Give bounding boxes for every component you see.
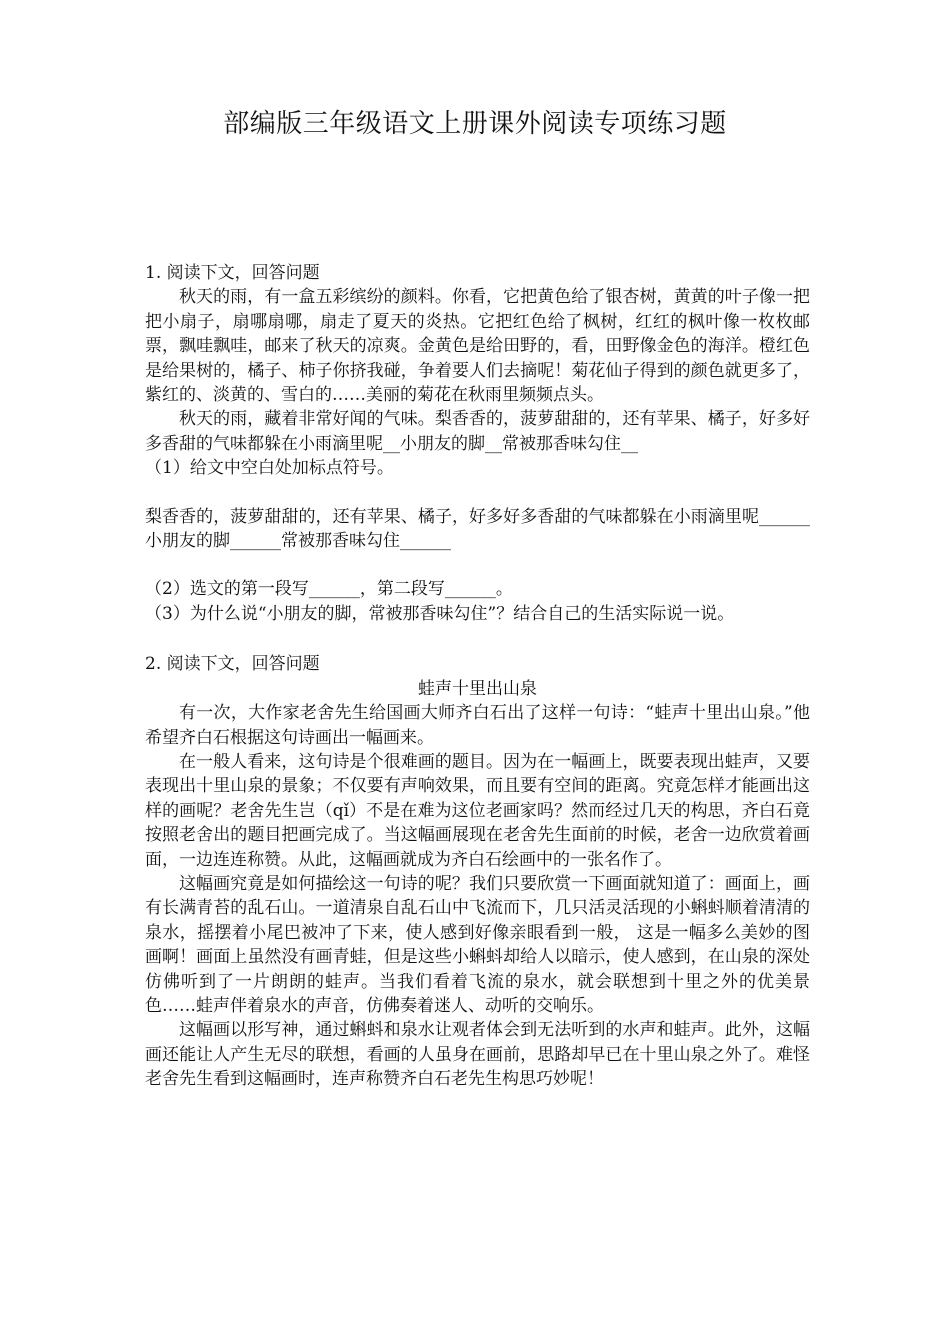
spacer [145, 481, 810, 505]
document-body [145, 261, 810, 1092]
question-2-heading: 2. 阅读下文，回答问题 [145, 654, 320, 675]
spacer [145, 626, 810, 652]
q2-paragraph-4: 这幅画以形写神，通过蝌蚪和泉水让观者体会到无法听到的水声和蛙声。此外，这幅画还能让人产生无尽的联想，看画的人虽身在画前，思路却早已在十里山泉之外了。难怪老舍先生看到这幅画时，连声称赞齐白石老先生构思巧妙呢！ [145, 1020, 810, 1090]
q2-paragraph-2: 在一般人看来，这句诗是个很难画的题目。因为在一幅画上，既要表现出蛙声，又要表现出十里山泉的景象；不仅要有声响效果，而且要有空间的距离。究竟怎样才能画出这样的画呢？老舍先生岂（qǐ）不是在难为这位老画家吗？然而经过几天的构思，齐白石竟按照老舍出的题目把画完成了。当这幅画展现在老舍先生面前的时候，老舍一边欣赏着画面，一边连连称赞。从此，这幅画就成为齐白石绘画中的一张名作了。 [145, 751, 810, 870]
q2-paragraph-1: 有一次，大作家老舍先生给国画大师齐白石出了这样一句诗：“蛙声十里出山泉。”他希望齐白石根据这句诗画出一幅画来。 [145, 703, 810, 748]
spacer [145, 553, 810, 577]
page-title: 部编版三年级语文上册课外阅读专项练习题 [223, 109, 727, 139]
q2-paragraph-3: 这幅画究竟是如何描绘这一句诗的呢？我们只要欣赏一下画面就知道了：画面上，画有长满青苔的乱石山。一道清泉自乱石山中飞流而下，几只活灵活现的小蝌蚪顺着清清的泉水，摇摆着小尾巴被冲了下来，使人感到好像亲眼看到一般， 这是一幅多么美妙的图画啊！画面上虽然没有画青蛙，但是这些小蝌蚪却给人以暗示，使人感到，在山泉的深处仿佛听到了一片朗朗的蛙声。当我们看着飞流的泉水，就会联想到十里之外的优美景色……蛙声伴着泉水的声音，仿佛奏着迷人、动听的交响乐。 [145, 873, 810, 1016]
q1-paragraph-2: 秋天的雨，藏着非常好闻的气味。梨香香的，菠萝甜甜的，还有苹果、橘子，好多好多香甜的气味都躲在小雨滴里呢__小朋友的脚__常被那香味勾住__ [145, 409, 810, 454]
question-1-heading: 1. 阅读下文，回答问题 [145, 263, 320, 283]
q2-passage-title: 蛙声十里出山泉 [418, 678, 537, 699]
q1-subquestion-3: （3）为什么说“小朋友的脚，常被那香味勾住”？结合自己的生活实际说一说。 [145, 603, 735, 624]
q1-subquestion-1: （1）给文中空白处加标点符号。 [145, 458, 394, 479]
q1-subquestion-2: （2）选文的第一段写______，第二段写______。 [145, 579, 513, 600]
q1-subquestion-1-answer-line: 梨香香的，菠萝甜甜的，还有苹果、橘子，好多好多香甜的气味都躲在小雨滴里呢______小朋友的脚______常被那香味勾住______ [145, 506, 810, 552]
q1-paragraph-1: 秋天的雨，有一盒五彩缤纷的颜料。你看，它把黄色给了银杏树，黄黄的叶子像一把把小扇子，扇哪扇哪，扇走了夏天的炎热。它把红色给了枫树，红红的枫叶像一枚枚邮票，飘哇飘哇，邮来了秋天的凉爽。金黄色是给田野的，看，田野像金色的海洋。橙红色是给果树的，橘子、柿子你挤我碰，争着要人们去摘呢！菊花仙子得到的颜色就更多了，紫红的、淡黄的、雪白的……美丽的菊花在秋雨里频频点头。 [145, 287, 810, 406]
